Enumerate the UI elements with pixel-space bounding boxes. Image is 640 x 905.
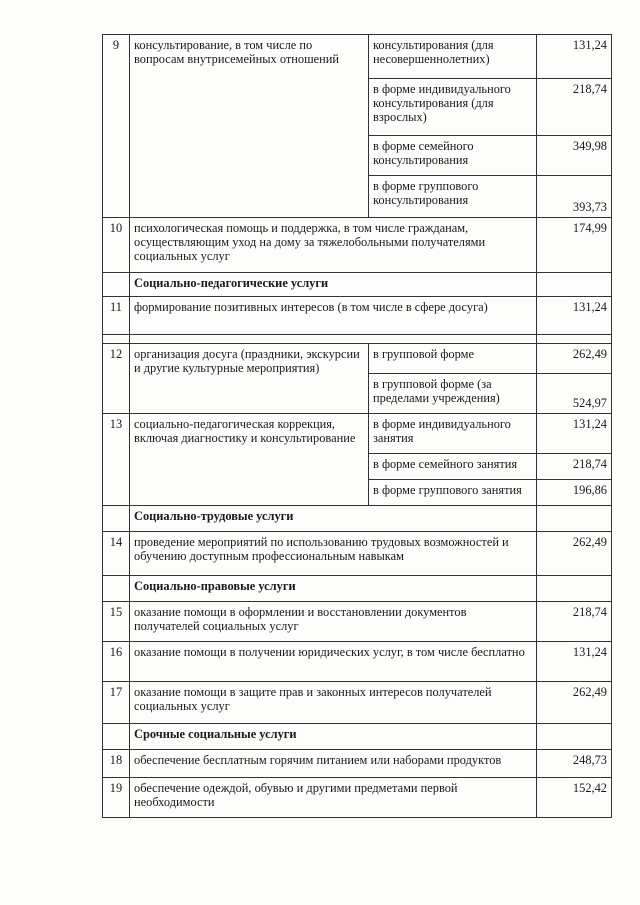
- service-name: оказание помощи в оформлении и восстановлении документов получателей социальных услуг: [130, 602, 537, 642]
- table-row: [103, 35, 612, 79]
- table-row: [103, 532, 612, 576]
- service-price: 131,24: [537, 297, 612, 335]
- table-row: [103, 778, 612, 818]
- service-price: 218,74: [537, 454, 612, 480]
- service-price: 524,97: [537, 374, 612, 414]
- row-number: 16: [103, 642, 130, 682]
- row-number: 13: [103, 414, 130, 506]
- table-row: [103, 750, 612, 778]
- section-title: Срочные социальные услуги: [130, 724, 537, 750]
- service-form: консультирования (для несовершеннолетних): [369, 35, 537, 79]
- service-form: в форме индивидуального занятия: [369, 414, 537, 454]
- service-price: 131,24: [537, 35, 612, 79]
- service-form: в групповой форме: [369, 344, 537, 374]
- row-number: 9: [103, 35, 130, 218]
- service-price: 131,24: [537, 642, 612, 682]
- row-number: 15: [103, 602, 130, 642]
- table-row: [103, 602, 612, 642]
- service-price: 218,74: [537, 602, 612, 642]
- service-form: в форме семейного консультирования: [369, 136, 537, 176]
- service-name: консультирование, в том числе по вопросам внутрисемейных отношений: [130, 35, 369, 218]
- section-row: [103, 506, 612, 532]
- service-form: в форме группового консультирования: [369, 176, 537, 218]
- section-title: Социально-педагогические услуги: [130, 273, 537, 297]
- service-price: 262,49: [537, 532, 612, 576]
- service-name: оказание помощи в получении юридических услуг, в том числе бесплатно: [130, 642, 537, 682]
- service-price: 349,98: [537, 136, 612, 176]
- service-price: 174,99: [537, 218, 612, 273]
- table-row: [103, 642, 612, 682]
- row-number: 18: [103, 750, 130, 778]
- service-form: в форме индивидуального консультирования (для взрослых): [369, 79, 537, 136]
- row-number: 19: [103, 778, 130, 818]
- row-number: 10: [103, 218, 130, 273]
- table-row: [103, 297, 612, 335]
- table-row: [103, 414, 612, 454]
- row-number: 11: [103, 297, 130, 335]
- service-form: в форме семейного занятия: [369, 454, 537, 480]
- service-name: обеспечение одеждой, обувью и другими предметами первой необходимости: [130, 778, 537, 818]
- row-number: 17: [103, 682, 130, 724]
- service-name: социально-педагогическая коррекция, включая диагностику и консультирование: [130, 414, 369, 506]
- service-form: в форме группового занятия: [369, 480, 537, 506]
- service-name: проведение мероприятий по использованию трудовых возможностей и обучению доступным профессиональным навыкам: [130, 532, 537, 576]
- service-price: 131,24: [537, 414, 612, 454]
- service-price: 218,74: [537, 79, 612, 136]
- service-name: формирование позитивных интересов (в том числе в сфере досуга): [130, 297, 537, 335]
- section-title: Социально-правовые услуги: [130, 576, 537, 602]
- service-name: организация досуга (праздники, экскурсии и другие культурные мероприятия): [130, 344, 369, 414]
- section-row: [103, 273, 612, 297]
- row-number: 12: [103, 344, 130, 414]
- service-price: 393,73: [537, 176, 612, 218]
- section-row: [103, 576, 612, 602]
- service-price: 196,86: [537, 480, 612, 506]
- service-price: 262,49: [537, 682, 612, 724]
- service-price: 248,73: [537, 750, 612, 778]
- section-row: [103, 724, 612, 750]
- service-name: психологическая помощь и поддержка, в том числе гражданам, осуществляющим уход на дому за тяжелобольными получателями социальных услуг: [130, 218, 537, 273]
- service-price: 152,42: [537, 778, 612, 818]
- table-row: [103, 344, 612, 374]
- section-title: Социально-трудовые услуги: [130, 506, 537, 532]
- service-name: оказание помощи в защите прав и законных интересов получателей социальных услуг: [130, 682, 537, 724]
- table-row: [103, 218, 612, 273]
- service-name: обеспечение бесплатным горячим питанием или наборами продуктов: [130, 750, 537, 778]
- row-number: 14: [103, 532, 130, 576]
- service-price: 262,49: [537, 344, 612, 374]
- tariff-table: [102, 34, 612, 818]
- service-form: в групповой форме (за пределами учреждения): [369, 374, 537, 414]
- table-row: [103, 682, 612, 724]
